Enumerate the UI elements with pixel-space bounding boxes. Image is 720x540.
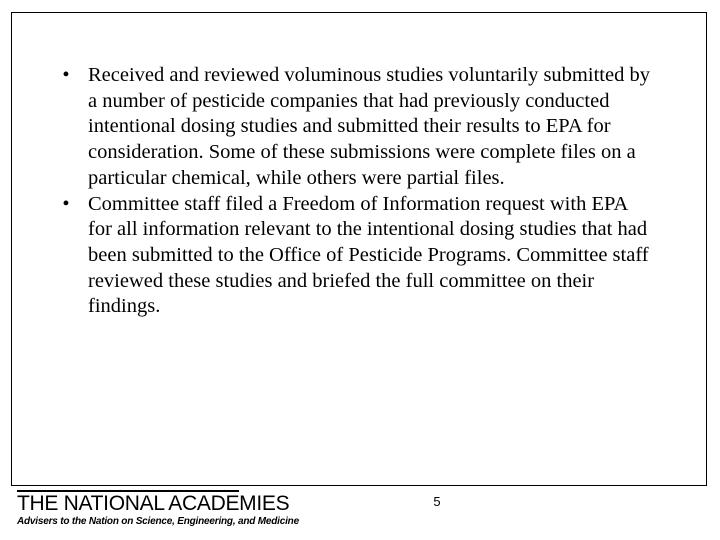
bullet-item-foia-request <box>56 192 656 321</box>
logo-title: THE NATIONAL ACADEMIES <box>17 492 290 515</box>
logo-tagline: Advisers to the Nation on Science, Engineering, and Medicine <box>17 516 299 527</box>
page-number: 5 <box>433 494 441 509</box>
bullet-item-reviewed-studies <box>56 63 656 192</box>
bullet-marker: • <box>62 192 70 215</box>
bullet-list <box>56 63 656 320</box>
national-academies-logo <box>17 490 299 530</box>
bullet-marker: • <box>62 64 70 86</box>
bullet-text: Committee staff filed a Freedom of Information request with EPA for all information relevant to the intentional dosing studies that had been submitted to the Office of Pesticide Programs. Committee staff reviewed these studies and briefed the full committee on their findings. <box>88 192 649 318</box>
bullet-text: Received and reviewed voluminous studies voluntarily submitted by a number of pesticide companies that had previously conducted intentional dosing studies and submitted their results to EPA for consideration. Some of these submissions were complete files on a particular chemical, while others were partial files. <box>88 64 650 189</box>
